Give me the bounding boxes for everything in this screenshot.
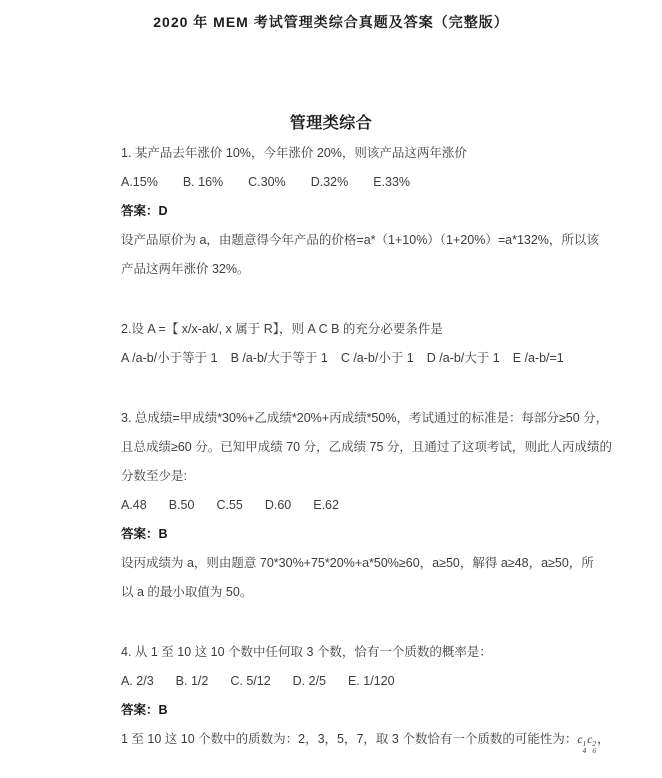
option-item: E /a-b/=1 bbox=[512, 351, 564, 365]
option-item: C.55 bbox=[216, 498, 243, 512]
question-4-options bbox=[121, 667, 581, 696]
question-4-explanation bbox=[121, 725, 610, 755]
answer-label: 答案： bbox=[121, 703, 159, 717]
question-3-text-line-3: 分数至少是: bbox=[121, 469, 187, 483]
option-item: C.30% bbox=[248, 175, 286, 189]
option-item: D.32% bbox=[310, 175, 349, 189]
formula-c1-scripts bbox=[582, 741, 586, 754]
answer-label: 答案： bbox=[121, 527, 159, 541]
option-item: D. 2/5 bbox=[292, 674, 327, 688]
answer-value: D bbox=[158, 204, 168, 218]
question-3-text-line-1: 3. 总成绩=甲成绩*30%+乙成绩*20%+丙成绩*50%，考试通过的标准是：每部分≥50 分， bbox=[121, 411, 609, 425]
formula-c2-superscript: 2 bbox=[592, 739, 597, 748]
option-item: E.33% bbox=[373, 175, 411, 189]
formula-c2-scripts bbox=[592, 741, 596, 754]
question-1-answer bbox=[121, 197, 581, 226]
section-heading: 管理类综合 bbox=[289, 115, 373, 132]
question-3-explanation-line-1: 设丙成绩为 a，则由题意 70*30%+75*20%+a*50%≥60，a≥50，解得 a≥48，a≥50，所 bbox=[121, 556, 594, 570]
formula-c1-subscript: 4 bbox=[582, 745, 587, 755]
option-item: A.15% bbox=[121, 175, 158, 189]
question-block-1 bbox=[121, 139, 599, 284]
question-1-explanation-line-1: 设产品原价为 a，由题意得今年产品的价格=a*（1+10%）（1+20%）=a*132%，所以该 bbox=[121, 233, 599, 247]
formula-c1-base: c bbox=[577, 734, 583, 746]
option-item: A /a-b/小于等于 1 bbox=[121, 351, 218, 365]
option-item: D /a-b/大于 1 bbox=[426, 351, 500, 365]
document-title: 2020 年 MEM 考试管理类综合真题及答案（完整版） bbox=[153, 14, 509, 30]
question-1-text: 1. 某产品去年涨价 10%，今年涨价 20%，则该产品这两年涨价 bbox=[121, 146, 467, 160]
question-3-explanation-line-2: 以 a 的最小取值为 50。 bbox=[121, 585, 253, 599]
question-4-answer bbox=[121, 696, 581, 725]
question-4-text: 4. 从 1 至 10 这 10 个数中任何取 3 个数，恰有一个质数的概率是： bbox=[121, 645, 492, 659]
formula-c2-base: c bbox=[587, 734, 593, 746]
question-1-options bbox=[121, 168, 581, 197]
option-item: D.60 bbox=[264, 498, 292, 512]
answer-value: B bbox=[158, 703, 168, 717]
option-item: B /a-b/大于等于 1 bbox=[230, 351, 328, 365]
option-item: B.50 bbox=[168, 498, 195, 512]
question-3-options bbox=[121, 491, 581, 520]
combination-formula bbox=[577, 734, 597, 755]
option-item: C /a-b/小于 1 bbox=[340, 351, 414, 365]
block-spacer bbox=[121, 373, 581, 404]
question-3-answer bbox=[121, 520, 581, 549]
option-item: E.62 bbox=[313, 498, 339, 512]
question-block-3 bbox=[121, 404, 612, 607]
option-item: A.48 bbox=[121, 498, 147, 512]
formula-c2-subscript: 6 bbox=[592, 745, 597, 755]
question-3-text-line-2: 且总成绩≥60 分。已知甲成绩 70 分，乙成绩 75 分，且通过了这项考试，则此人丙成绩的 bbox=[121, 440, 612, 454]
explanation-text: 1 至 10 这 10 个数中的质数为：2，3，5，7，取 3 个数恰有一个质数的可能性为： bbox=[121, 732, 578, 746]
block-spacer bbox=[121, 284, 581, 315]
formula-tail: ， bbox=[597, 732, 610, 746]
answer-value: B bbox=[158, 527, 168, 541]
question-block-4 bbox=[121, 638, 610, 755]
answer-label: 答案： bbox=[121, 204, 159, 218]
question-1-explanation-line-2: 产品这两年涨价 32%。 bbox=[121, 262, 250, 276]
option-item: B. 1/2 bbox=[175, 674, 209, 688]
question-2-text: 2.设 A =【 x/x-ak/, x 属于 R】，则 A C B 的充分必要条件是 bbox=[121, 322, 443, 336]
option-item: C. 5/12 bbox=[230, 674, 271, 688]
option-item: A. 2/3 bbox=[121, 674, 154, 688]
document-body bbox=[121, 139, 612, 755]
question-block-2 bbox=[121, 315, 581, 373]
option-item: E. 1/120 bbox=[348, 674, 395, 688]
question-2-options bbox=[121, 344, 581, 373]
formula-c1-superscript: 1 bbox=[582, 739, 587, 748]
option-item: B. 16% bbox=[182, 175, 224, 189]
block-spacer bbox=[121, 607, 581, 638]
